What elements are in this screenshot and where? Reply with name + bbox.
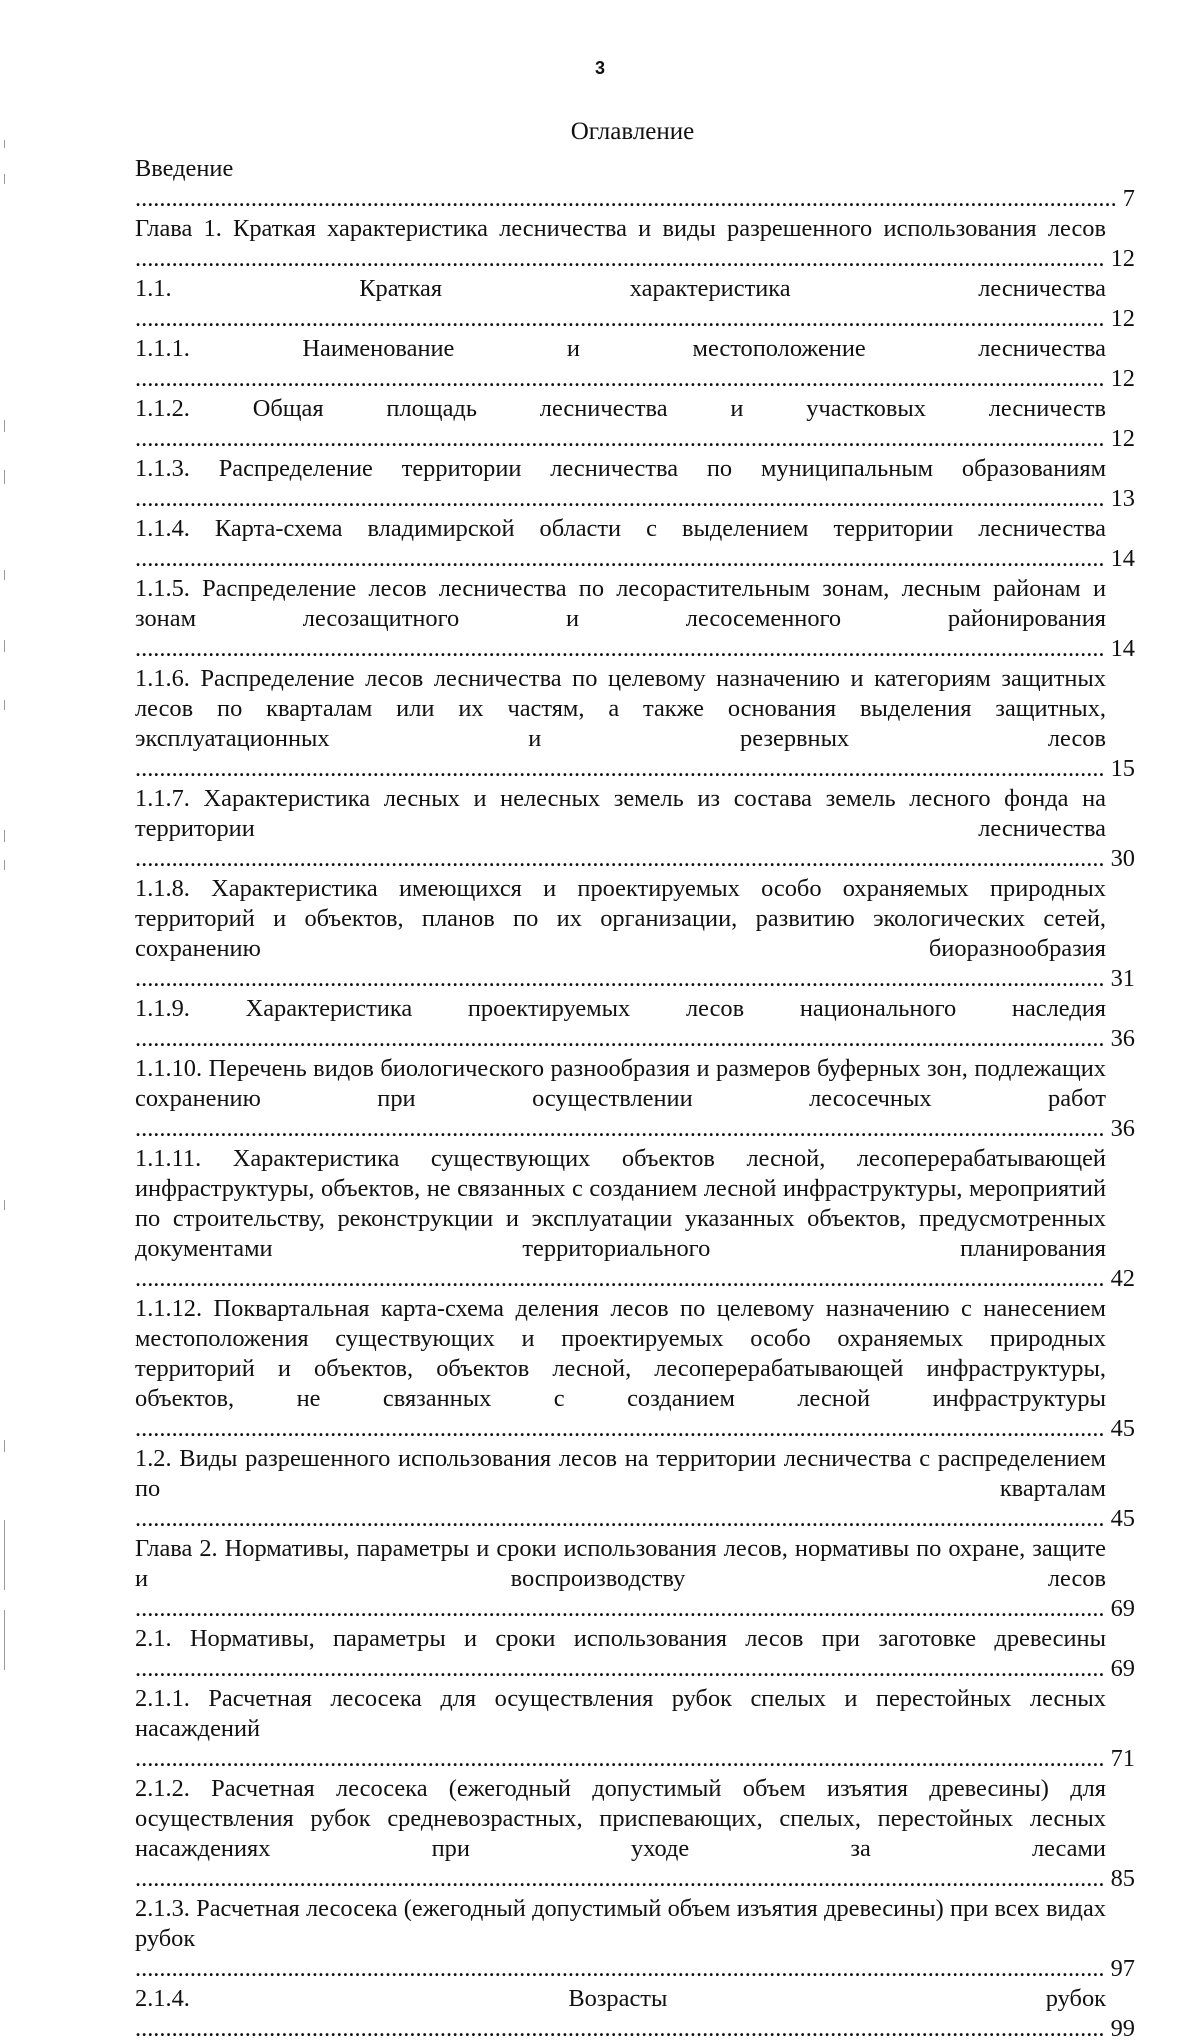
toc-entry	[135, 394, 1135, 454]
toc-entry	[135, 1054, 1135, 1144]
toc-entry-text: 2.1.4. Возрасты рубок .....	[135, 1984, 1106, 2044]
toc-entry-text: 2.1. Нормативы, параметры и сроки использования лесов при заготовке древесины .....	[135, 1624, 1106, 1684]
toc-entry-page: 15	[1108, 754, 1135, 784]
toc-entry-text: 1.1.4. Карта-схема владимирской области с выделением территории лесничества .....	[135, 514, 1106, 574]
toc-entry	[135, 454, 1135, 514]
toc-entry	[135, 274, 1135, 334]
toc-entry	[135, 994, 1135, 1054]
toc-entry-page: 31	[1108, 964, 1135, 994]
toc-entry-text: 1.1.10. Перечень видов биологического разнообразия и размеров буферных зон, подлежащих сохранению при осуществлении лесосечных работ .....	[135, 1054, 1106, 1144]
toc-entry	[135, 1984, 1135, 2044]
toc-entry-page: 12	[1108, 304, 1135, 334]
toc-entry	[135, 1444, 1135, 1534]
toc-entry-text: 1.1.3. Распределение территории лесничества по муниципальным образованиям .....	[135, 454, 1106, 514]
toc-entry	[135, 874, 1135, 994]
toc-entry	[135, 1144, 1135, 1294]
toc-entry-text: 1.1.7. Характеристика лесных и нелесных земель из состава земель лесного фонда на территории лесничества .....	[135, 784, 1106, 874]
toc-entry-page: 99	[1108, 2014, 1135, 2044]
toc-entry-page: 36	[1108, 1114, 1135, 1144]
toc-entry-text: 1.1.12. Поквартальная карта-схема деления лесов по целевому назначению с нанесением местоположения существующих и проектируемых особо охраняемых природных территорий и объектов, объектов лесной, лесоперерабатывающей инфраструктуры, объектов, не связанных с созданием лесной инфраструктуры .....	[135, 1294, 1106, 1444]
toc-entry-text: Глава 2. Нормативы, параметры и сроки использования лесов, нормативы по охране, защите и воспроизводству лесов .....	[135, 1534, 1106, 1624]
toc-entry-page: 45	[1108, 1414, 1135, 1444]
scan-margin-marks	[4, 140, 8, 1700]
page-number: 3	[594, 58, 605, 78]
toc-entry-text: 1.1.11. Характеристика существующих объектов лесной, лесоперерабатывающей инфраструктуры, объектов, не связанных с созданием лесной инфраструктуры, мероприятий по строительству, реконструкции и эксплуатации указанных объектов, предусмотренных документами территориального планирования .....	[135, 1144, 1106, 1294]
toc-entry-page: 30	[1108, 844, 1135, 874]
toc-entry-page: 12	[1108, 364, 1135, 394]
toc-entry-page: 13	[1108, 484, 1135, 514]
toc-entry	[135, 1624, 1135, 1684]
toc-entry	[135, 664, 1135, 784]
toc-entry-text: Введение .....	[135, 154, 1118, 214]
toc-entry	[135, 214, 1135, 274]
toc-entry-text: 2.1.3. Расчетная лесосека (ежегодный допустимый объем изъятия древесины) при всех видах рубок .....	[135, 1894, 1106, 1984]
toc-entry-text: 1.1.5. Распределение лесов лесничества по лесорастительным зонам, лесным районам и зонам лесозащитного и лесосеменного районирования .....	[135, 574, 1106, 664]
toc-entry-text: 1.1.6. Распределение лесов лесничества по целевому назначению и категориям защитных лесов по кварталам или их частям, а также основания выделения защитных, эксплуатационных и резервных лесов .....	[135, 664, 1106, 784]
toc-entry	[135, 514, 1135, 574]
toc-entry-page: 45	[1108, 1504, 1135, 1534]
toc-entry	[135, 784, 1135, 874]
toc-entry-text: 1.1.8. Характеристика имеющихся и проектируемых особо охраняемых природных территорий и объектов, планов по их организации, развитию экологических сетей, сохранению биоразнообразия .....	[135, 874, 1106, 994]
toc-entry-text: 1.1.1. Наименование и местоположение лесничества .....	[135, 334, 1106, 394]
toc-entry-page: 69	[1108, 1594, 1135, 1624]
toc-entry	[135, 1294, 1135, 1444]
toc-entry-text: 1.1.9. Характеристика проектируемых лесов национального наследия .....	[135, 994, 1106, 1054]
toc-entry	[135, 1534, 1135, 1624]
toc-entry-text: Глава 1. Краткая характеристика лесничества и виды разрешенного использования лесов .....	[135, 214, 1106, 274]
toc-entry-page: 42	[1108, 1264, 1135, 1294]
toc-entry	[135, 154, 1135, 214]
toc-entry-text: 2.1.1. Расчетная лесосека для осуществления рубок спелых и перестойных лесных насаждений .....	[135, 1684, 1106, 1774]
toc-entry-page: 14	[1108, 634, 1135, 664]
toc-entry-page: 7	[1120, 184, 1135, 214]
toc-entry-page: 71	[1108, 1744, 1135, 1774]
toc-entry-text: 2.1.2. Расчетная лесосека (ежегодный допустимый объем изъятия древесины) для осуществления рубок средневозрастных, приспевающих, спелых, перестойных лесных насаждениях при уходе за лесами .....	[135, 1774, 1106, 1894]
toc-entry-text: 1.1. Краткая характеристика лесничества .....	[135, 274, 1106, 334]
toc-entry-page: 14	[1108, 544, 1135, 574]
toc-entry-page: 69	[1108, 1654, 1135, 1684]
toc-entry	[135, 574, 1135, 664]
toc-entry-page: 36	[1108, 1024, 1135, 1054]
toc-entry-page: 12	[1108, 424, 1135, 454]
toc-entry-page: 85	[1108, 1864, 1135, 1894]
toc-entry-text: 1.2. Виды разрешенного использования лесов на территории лесничества с распределением по кварталам .....	[135, 1444, 1106, 1534]
table-of-contents	[135, 154, 1135, 2044]
toc-entry	[135, 1774, 1135, 1894]
toc-entry	[135, 1684, 1135, 1774]
toc-title: Оглавление	[570, 118, 695, 145]
toc-entry-page: 12	[1108, 244, 1135, 274]
toc-entry	[135, 334, 1135, 394]
toc-entry-text: 1.1.2. Общая площадь лесничества и участковых лесничеств .....	[135, 394, 1106, 454]
toc-entry	[135, 1894, 1135, 1984]
toc-entry-page: 97	[1108, 1954, 1135, 1984]
